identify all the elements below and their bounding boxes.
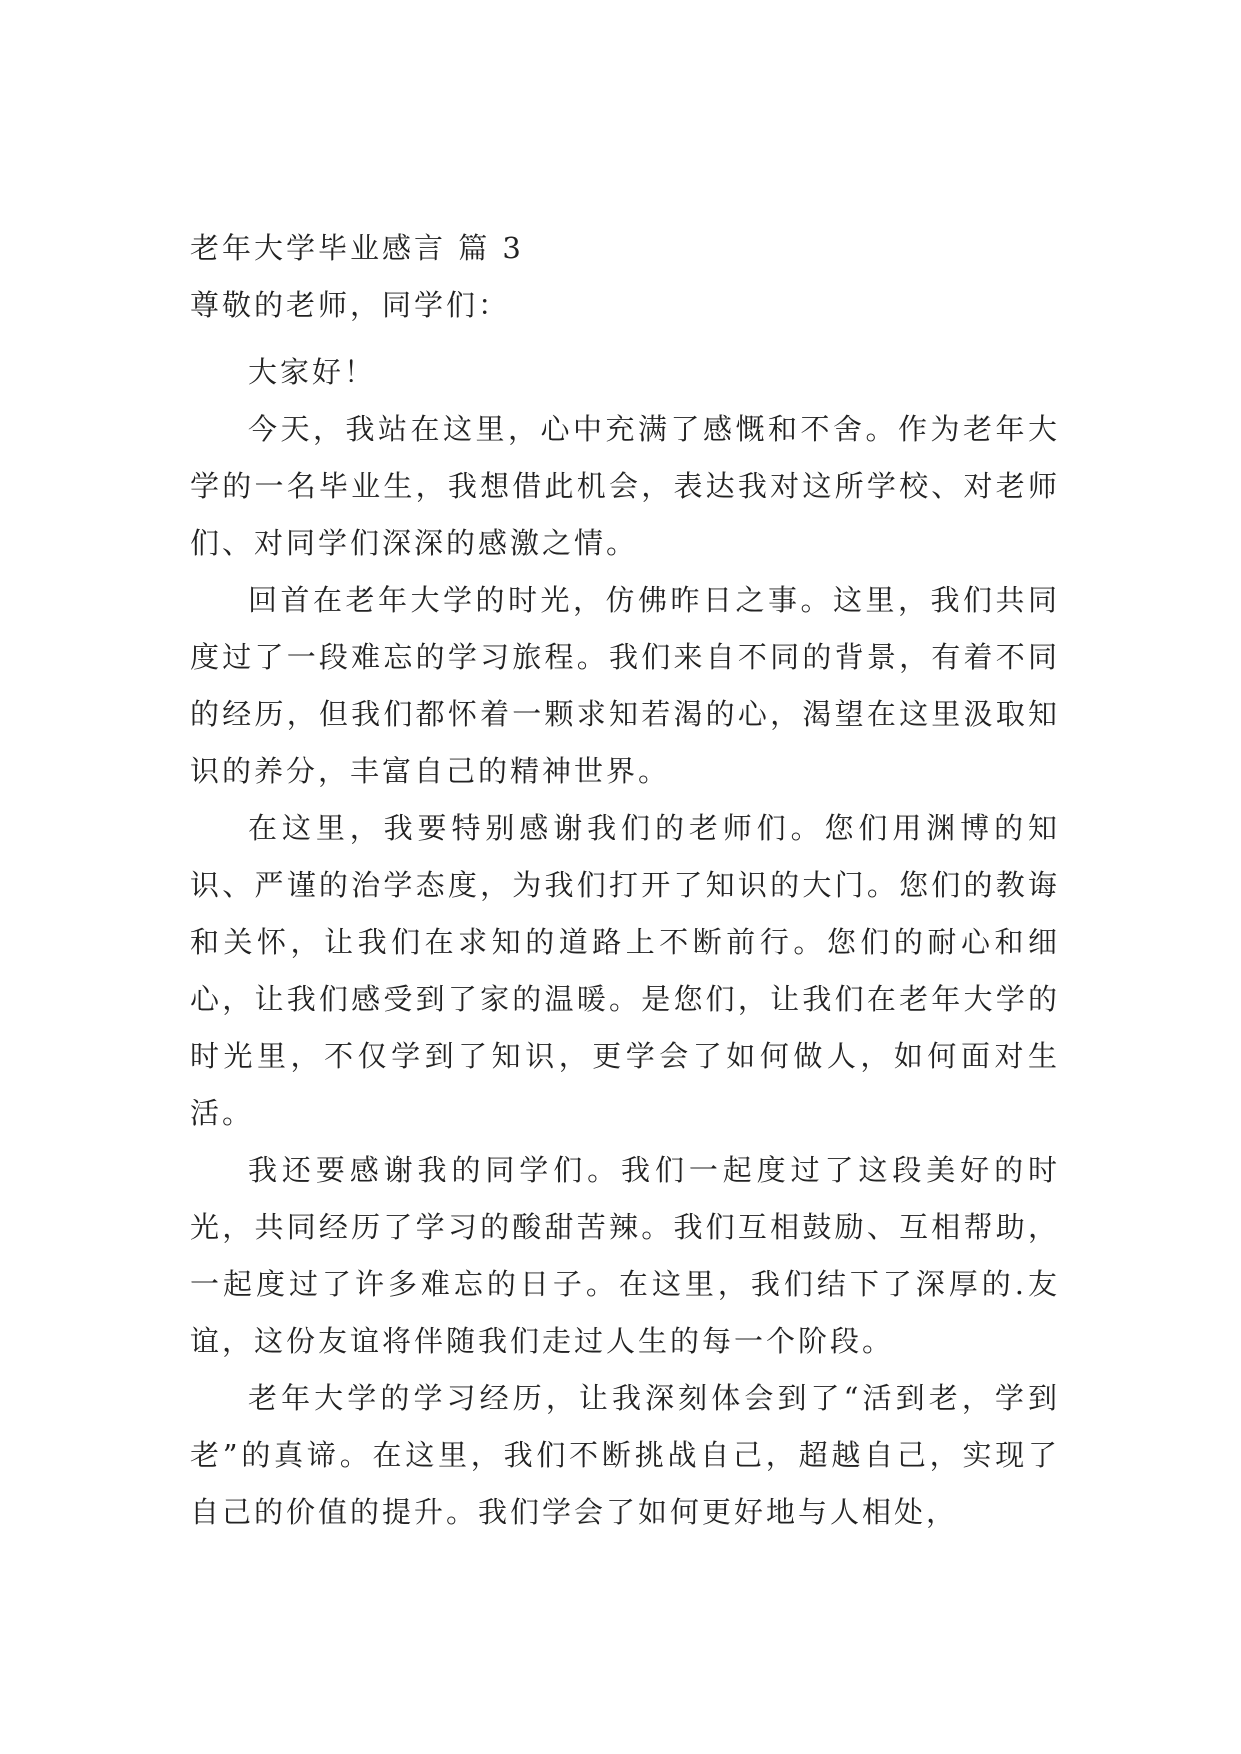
salutation: 尊敬的老师，同学们：: [190, 288, 511, 322]
paragraph-4: 我还要感谢我的同学们。我们一起度过了这段美好的时光，共同经历了学习的酸甜苦辣。我们互相鼓励、互相帮助，一起度过了许多难忘的日子。在这里，我们结下了深厚的.友谊，这份友谊将伴随我们走过人生的每一个阶段。: [190, 1153, 1060, 1358]
document-title: 老年大学毕业感言 篇 3: [190, 231, 524, 265]
paragraph-1: 今天，我站在这里，心中充满了感慨和不舍。作为老年大学的一名毕业生，我想借此机会，表达我对这所学校、对老师们、对同学们深深的感激之情。: [190, 412, 1060, 560]
document-body: [190, 220, 1060, 1541]
paragraph-3: 在这里，我要特别感谢我们的老师们。您们用渊博的知识、严谨的治学态度，为我们打开了知识的大门。您们的教诲和关怀，让我们在求知的道路上不断前行。您们的耐心和细心，让我们感受到了家的温暖。是您们，让我们在老年大学的时光里，不仅学到了知识，更学会了如何做人，如何面对生活。: [190, 811, 1060, 1130]
paragraph-2: 回首在老年大学的时光，仿佛昨日之事。这里，我们共同度过了一段难忘的学习旅程。我们来自不同的背景，有着不同的经历，但我们都怀着一颗求知若渴的心，渴望在这里汲取知识的养分，丰富自己的精神世界。: [190, 583, 1060, 788]
paragraph-greeting: 大家好！: [248, 355, 377, 389]
paragraph-5: 老年大学的学习经历，让我深刻体会到了“活到老，学到老”的真谛。在这里，我们不断挑战自己，超越自己，实现了自己的价值的提升。我们学会了如何更好地与人相处，: [190, 1381, 1060, 1529]
